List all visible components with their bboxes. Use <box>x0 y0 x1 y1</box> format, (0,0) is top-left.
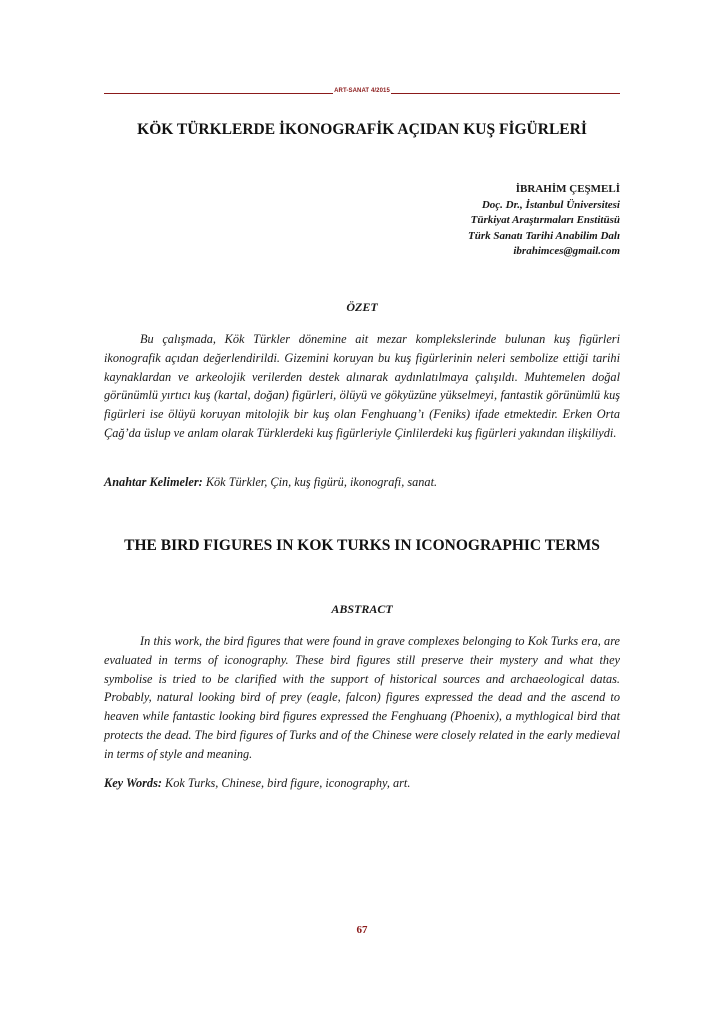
header-rule-right <box>391 93 620 94</box>
ozet-keywords-label: Anahtar Kelimeler: <box>104 475 203 489</box>
english-title: THE BIRD FIGURES IN KOK TURKS IN ICONOGRAPHIC TERMS <box>124 537 600 554</box>
author-email: ibrahimces@gmail.com <box>513 245 620 257</box>
page-number: 67 <box>356 924 368 936</box>
author-department: Türk Sanatı Tarihi Anabilim Dalı <box>467 229 620 242</box>
abstract-keywords <box>104 774 620 792</box>
header-rule-left <box>104 93 333 94</box>
turkish-title: KÖK TÜRKLERDE İKONOGRAFİK AÇIDAN KUŞ FİGÜRLERİ <box>137 121 587 138</box>
ozet-keywords-text: Kök Türkler, Çin, kuş figürü, ikonografi, sanat. <box>205 475 438 489</box>
journal-label: ART-SANAT 4/2015 <box>334 88 390 94</box>
author-title: Doç. Dr., İstanbul Üniversitesi <box>481 198 620 211</box>
ozet-paragraph: Bu çalışmada, Kök Türkler dönemine ait mezar komplekslerinde bulunan kuş figürleri ikonografik açıdan değerlendirildi. Gizemini koruyan bu kuş figürlerinin neleri sembolize ettiği tarihi kaynaklardan ve arkeolojik verilerden destek alınarak aydınlatılmaya çalışıldı. Muhtemelen doğal görünümlü yırtıcı kuş (kartal, doğan) figürleri, ölüyü ve gökyüzüne yükselmeyi, fantastik görünümlü kuş figürleri ise ölüyü koruyan mitolojik bir kuş olan Fenghuang’ı (Feniks) ifade etmektedir. Erken Orta Çağ’da üslup ve anlam olarak Türklerdeki kuş figürleriyle Çinlilerdeki kuş figürleri yakından ilişkiliydi. <box>104 332 620 440</box>
abstract-keywords-label: Key Words: <box>104 776 162 790</box>
author-name: İBRAHİM ÇEŞMELİ <box>515 183 620 195</box>
abstract-paragraph: In this work, the bird figures that were found in grave complexes belonging to Kok Turks era, are evaluated in terms of iconography. These bird figures still preserve their mystery and what they symbolise is tried to be clarified with the support of historical sources and archaeological datas. Probably, natural looking bird of prey (eagle, falcon) figures expressed the dead and the ascend to heaven while fantastic looking bird figures expressed the Fenghuang (Phoenix), a mythlogical bird that protects the dead. The bird figures of Turks and of the Chinese were closely related in the early medieval in terms of style and meaning. <box>104 634 620 761</box>
running-header <box>104 84 620 98</box>
abstract-heading: ABSTRACT <box>331 602 393 616</box>
author-block <box>300 182 620 260</box>
ozet-heading: ÖZET <box>346 300 378 314</box>
abstract-keywords-text: Kok Turks, Chinese, bird figure, iconography, art. <box>165 776 411 790</box>
ozet-keywords <box>104 473 620 491</box>
author-institute: Türkiyat Araştırmaları Enstitüsü <box>470 214 620 226</box>
